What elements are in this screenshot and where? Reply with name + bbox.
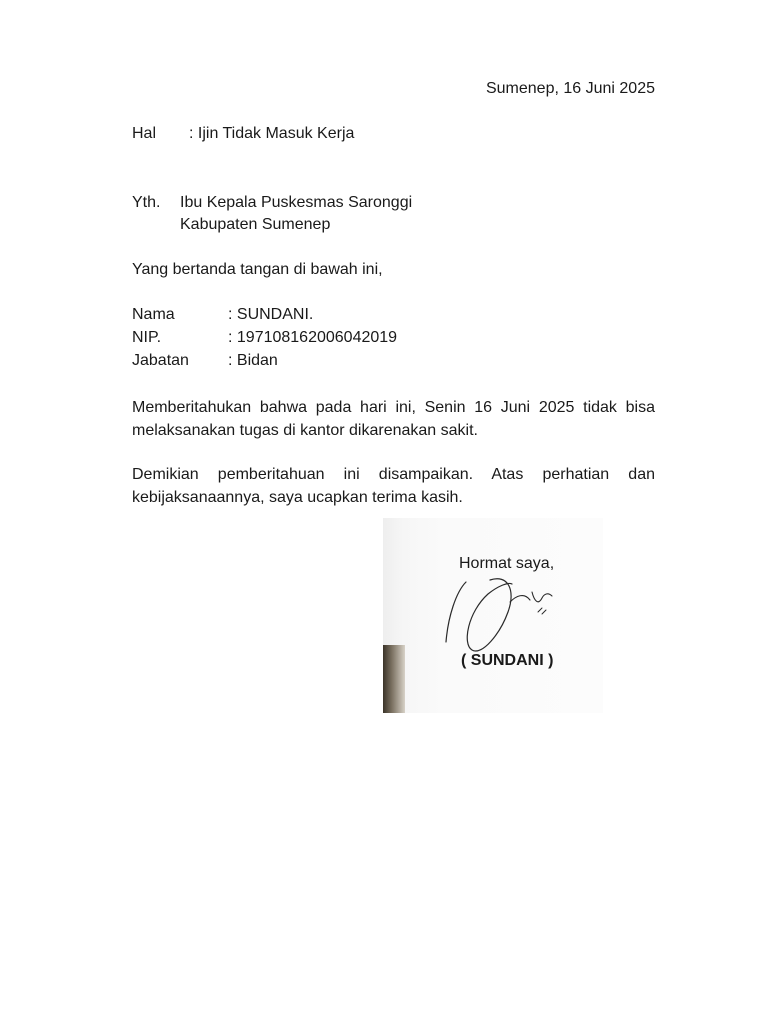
handwritten-signature: [438, 572, 568, 662]
subject-label: Hal: [132, 125, 157, 142]
body-paragraph-1: Memberitahukan bahwa pada hari ini, Senin 16 Juni 2025 tidak bisa melaksanakan tugas di kantor dikarenakan sakit.: [132, 399, 655, 439]
field-value-nip: : 197108162006042019: [228, 329, 398, 346]
field-label-nama: Nama: [132, 306, 175, 323]
signature-photo-shadow: [383, 645, 405, 713]
field-label-jabatan: Jabatan: [132, 352, 189, 369]
intro-text: Yang bertanda tangan di bawah ini,: [132, 261, 383, 278]
recipient-line-1: Ibu Kepala Puskesmas Saronggi: [180, 194, 413, 211]
body-paragraph-2: Demikian pemberitahuan ini disampaikan. Atas perhatian dan kebijaksanaannya, saya ucapkan terima kasih.: [132, 466, 655, 506]
field-value-nama: : SUNDANI.: [228, 306, 314, 323]
closing-greeting: Hormat saya,: [459, 555, 555, 572]
signatory-name: ( SUNDANI ): [461, 652, 554, 669]
field-label-nip: NIP.: [132, 329, 162, 346]
letter-date: Sumenep, 16 Juni 2025: [485, 80, 655, 97]
recipient-label: Yth.: [132, 194, 161, 211]
subject-value: : Ijin Tidak Masuk Kerja: [189, 125, 355, 142]
field-value-jabatan: : Bidan: [228, 352, 278, 369]
recipient-line-2: Kabupaten Sumenep: [180, 216, 331, 233]
